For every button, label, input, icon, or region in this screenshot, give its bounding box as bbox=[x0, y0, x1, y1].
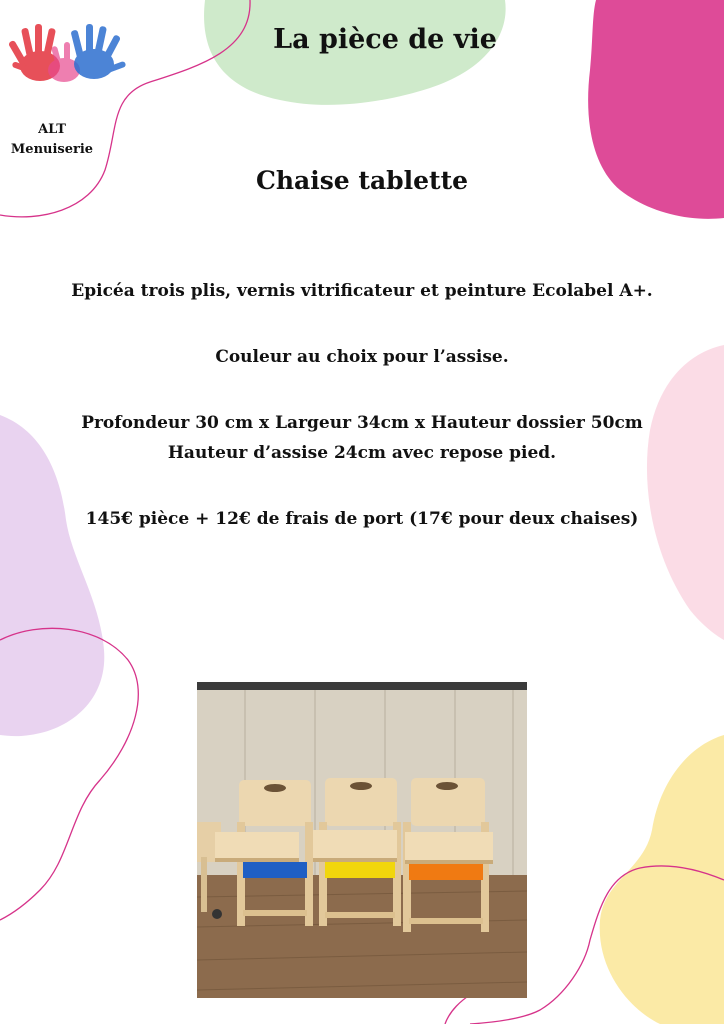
price-text: 145€ pièce + 12€ de frais de port (17€ pour deux chaises) bbox=[85, 509, 639, 529]
blue-hand-icon bbox=[70, 24, 126, 79]
brand-name bbox=[0, 120, 104, 160]
material-text: Epicéa trois plis, vernis vitrificateur et peinture Ecolabel A+. bbox=[71, 281, 653, 301]
color-note-text: Couleur au choix pour l’assise. bbox=[215, 347, 509, 367]
brand-line-2: Menuiserie bbox=[10, 142, 94, 157]
product-name: Chaise tablette bbox=[255, 166, 469, 195]
handprint-logo bbox=[2, 18, 132, 88]
brand-line-1: ALT bbox=[38, 122, 66, 137]
page-title: La pièce de vie bbox=[273, 24, 497, 55]
product-description bbox=[20, 276, 704, 534]
seat-height-text: Hauteur d’assise 24cm avec repose pied. bbox=[167, 443, 557, 463]
dimensions-text: Profondeur 30 cm x Largeur 34cm x Hauteur dossier 50cm bbox=[81, 413, 643, 433]
bottom-edge-line bbox=[445, 995, 470, 1024]
product-photo bbox=[197, 682, 527, 998]
magenta-blob bbox=[588, 0, 724, 219]
